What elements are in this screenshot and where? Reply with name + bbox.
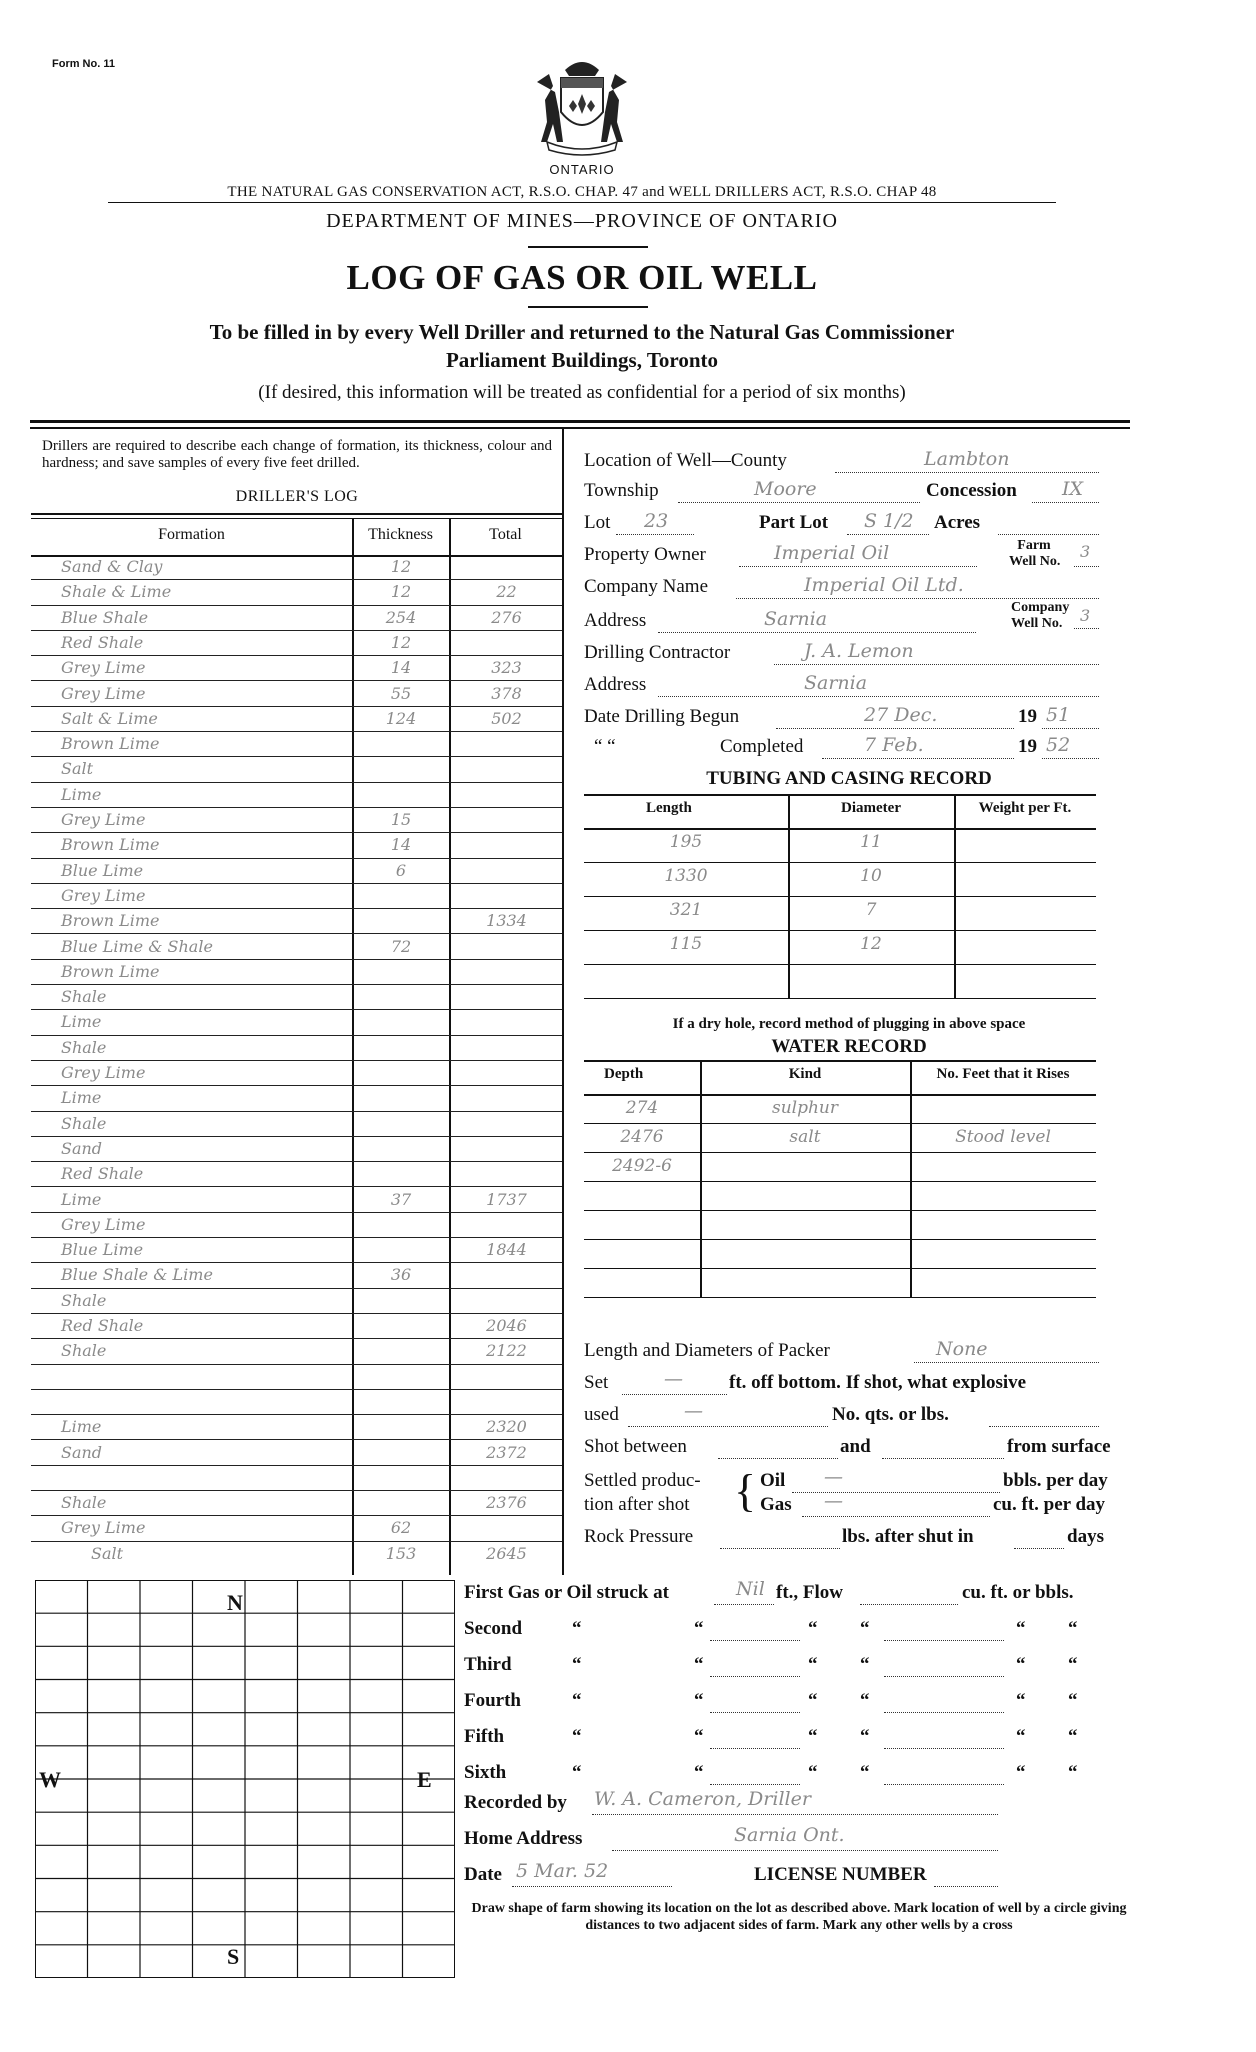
strike-row xyxy=(464,1690,1134,1720)
log-row xyxy=(31,1516,562,1541)
log-row xyxy=(31,935,562,960)
ditto-mark: “ xyxy=(808,1654,818,1675)
ditto-mark: “ xyxy=(1016,1726,1026,1747)
owner-label: Property Owner xyxy=(584,544,706,565)
water-table xyxy=(584,1060,1096,1297)
log-formation[interactable]: Shale xyxy=(61,987,107,1007)
strike-label: Fourth xyxy=(464,1690,521,1711)
log-row xyxy=(31,1010,562,1035)
company-well-value[interactable]: 3 xyxy=(1080,606,1091,625)
strike-row xyxy=(464,1654,1134,1684)
drillers-note: Drillers are required to describe each change of formation, its thickness, colour and hardness; and save samples of every five feet drilled. xyxy=(42,438,552,471)
log-row xyxy=(31,783,562,808)
farm-well-label: Well No. xyxy=(1009,554,1061,569)
ft-flow-label: ft., Flow xyxy=(776,1582,844,1603)
water-title: WATER RECORD xyxy=(771,1036,927,1057)
log-formation[interactable]: Brown Lime xyxy=(61,961,160,981)
log-total-thickness[interactable]: 153 xyxy=(385,1543,417,1563)
completed-label: Completed xyxy=(720,736,804,757)
from-surface-label: from surface xyxy=(1007,1436,1111,1457)
water-col-depth: Depth xyxy=(604,1066,644,1082)
log-total[interactable]: 502 xyxy=(491,708,522,728)
and-label: and xyxy=(840,1436,871,1457)
recorded-by-label: Recorded by xyxy=(464,1792,567,1813)
compass-north: N xyxy=(227,1590,243,1615)
water-rises[interactable]: Stood level xyxy=(955,1127,1051,1147)
log-row xyxy=(31,1263,562,1288)
county-value[interactable]: Lambton xyxy=(924,448,1010,470)
strike-blank[interactable] xyxy=(884,1784,1004,1785)
log-row xyxy=(31,1365,562,1390)
date-begun-year[interactable]: 51 xyxy=(1046,704,1071,726)
log-row xyxy=(31,631,562,656)
ditto-mark: “ xyxy=(1016,1654,1026,1675)
company-well-top: Company xyxy=(1011,600,1070,615)
confidential-note: (If desired, this information will be treated as confidential for a period of six months) xyxy=(258,382,906,403)
log-row xyxy=(31,1112,562,1137)
form-number: Form No. 11 xyxy=(52,58,115,70)
act-line: THE NATURAL GAS CONSERVATION ACT, R.S.O. CHAP. 47 and WELL DRILLERS ACT, R.S.O. CHAP 48 xyxy=(108,184,1056,203)
drillers-log-table xyxy=(31,513,562,1575)
log-total-total[interactable]: 2645 xyxy=(486,1543,527,1563)
log-formation[interactable]: Grey Lime xyxy=(61,683,146,703)
used-suffix: No. qts. or lbs. xyxy=(832,1404,949,1425)
used-value[interactable]: — xyxy=(684,1400,703,1422)
log-formation[interactable]: Shale & Lime xyxy=(61,582,172,602)
log-formation[interactable]: Lime xyxy=(61,1088,102,1108)
contractor-value[interactable]: J. A. Lemon xyxy=(804,640,914,662)
owner-value[interactable]: Imperial Oil xyxy=(774,542,890,564)
address-value[interactable]: Sarnia xyxy=(764,608,828,630)
log-formation[interactable]: Sand & Clay xyxy=(61,557,163,576)
ditto-mark: “ xyxy=(1068,1618,1078,1639)
date-begun-label: Date Drilling Begun xyxy=(584,706,740,727)
tubing-col-length: Length xyxy=(646,800,692,816)
log-row xyxy=(31,1415,562,1440)
water-depth[interactable]: 2492-6 xyxy=(612,1156,672,1176)
log-formation[interactable]: Lime xyxy=(61,1189,102,1209)
oil-value[interactable]: — xyxy=(824,1466,843,1488)
ditto-mark: “ xyxy=(694,1654,704,1675)
log-formation[interactable]: Red Shale xyxy=(61,1316,144,1335)
log-row xyxy=(31,1466,562,1491)
log-row xyxy=(31,808,562,833)
ditto-mark: “ xyxy=(572,1618,582,1639)
dry-hole-note: If a dry hole, record method of plugging in above space xyxy=(672,1016,1026,1032)
concession-value[interactable]: IX xyxy=(1062,478,1084,500)
tubing-diameter[interactable]: 12 xyxy=(860,934,882,954)
set-label: Set xyxy=(584,1372,609,1393)
first-strike-label: First Gas or Oil struck at xyxy=(464,1582,669,1603)
location-section xyxy=(564,428,1134,1578)
home-address-label: Home Address xyxy=(464,1828,583,1849)
ditto-mark: “ xyxy=(694,1762,704,1783)
address2-value[interactable]: Sarnia xyxy=(804,672,868,694)
compass-south: S xyxy=(227,1944,240,1969)
home-address-value[interactable]: Sarnia Ont. xyxy=(734,1824,845,1846)
log-row xyxy=(31,1137,562,1162)
ditto-mark: “ xyxy=(808,1762,818,1783)
log-formation[interactable]: Red Shale xyxy=(61,632,144,652)
log-total[interactable]: 378 xyxy=(491,683,522,703)
log-row xyxy=(31,1314,562,1339)
log-row xyxy=(31,757,562,782)
col-thickness: Thickness xyxy=(368,526,433,543)
date-begun-year-prefix: 19 xyxy=(1018,706,1037,727)
log-row xyxy=(31,884,562,909)
log-row xyxy=(31,1086,562,1111)
tubing-length[interactable]: 115 xyxy=(669,934,703,954)
ditto-mark: “ xyxy=(572,1690,582,1711)
company-value[interactable]: Imperial Oil Ltd. xyxy=(804,574,964,596)
log-total[interactable]: 1334 xyxy=(486,911,527,931)
log-formation[interactable]: Lime xyxy=(61,1417,102,1437)
ditto-mark: “ xyxy=(572,1762,582,1783)
strike-blank[interactable] xyxy=(710,1640,800,1641)
water-col-rises: No. Feet that it Rises xyxy=(936,1066,1070,1082)
log-thickness[interactable]: 72 xyxy=(390,936,412,956)
subtitle-1: To be filled in by every Well Driller and returned to the Natural Gas Commissioner xyxy=(209,320,955,344)
log-total-formation[interactable]: Salt xyxy=(91,1543,124,1563)
draw-note: Draw shape of farm showing its location on the lot as described above. Mark location of well by a circle giving distances to two adjacent sides of farm. Mark any other wells by a cross xyxy=(471,1901,1127,1933)
ditto-mark: “ xyxy=(860,1726,870,1747)
township-label: Township xyxy=(584,480,659,501)
log-row xyxy=(31,1061,562,1086)
ditto-mark: “ xyxy=(860,1654,870,1675)
log-formation[interactable]: Lime xyxy=(61,1012,102,1032)
units-label: cu. ft. or bbls. xyxy=(962,1582,1074,1603)
log-row xyxy=(31,1339,562,1364)
farm-location-grid[interactable] xyxy=(35,1580,455,1978)
tubing-diameter[interactable]: 7 xyxy=(865,900,877,920)
ditto-mark: “ xyxy=(694,1726,704,1747)
log-row xyxy=(31,1162,562,1187)
log-thickness[interactable]: 12 xyxy=(390,632,412,652)
log-formation[interactable]: Blue Shale & Lime xyxy=(61,1265,213,1285)
tubing-length[interactable]: 321 xyxy=(669,900,703,920)
log-total[interactable]: 2320 xyxy=(486,1417,527,1437)
log-formation[interactable]: Salt & Lime xyxy=(61,708,158,728)
log-total[interactable]: 2046 xyxy=(486,1316,527,1335)
ditto-mark: “ xyxy=(1016,1618,1026,1639)
log-row xyxy=(31,909,562,934)
log-row xyxy=(31,656,562,681)
department-line: DEPARTMENT OF MINES—PROVINCE OF ONTARIO xyxy=(326,210,838,232)
recorded-section xyxy=(464,1788,1134,1908)
log-formation[interactable]: Sand xyxy=(61,1442,103,1462)
tubing-title: TUBING AND CASING RECORD xyxy=(706,768,992,789)
log-thickness[interactable]: 15 xyxy=(390,810,412,829)
strike-blank[interactable] xyxy=(710,1712,800,1713)
tubing-length[interactable]: 195 xyxy=(669,832,703,852)
ditto-mark: “ xyxy=(572,1654,582,1675)
ditto-mark: “ xyxy=(808,1690,818,1711)
water-kind[interactable]: salt xyxy=(789,1127,821,1147)
col-total: Total xyxy=(489,526,522,543)
settled-label-1: Settled produc- xyxy=(584,1470,701,1491)
strike-blank[interactable] xyxy=(884,1748,1004,1749)
log-thickness[interactable]: 14 xyxy=(390,835,412,855)
log-total[interactable]: 22 xyxy=(496,582,517,602)
ditto-mark: “ xyxy=(1068,1762,1078,1783)
log-formation[interactable]: Red Shale xyxy=(61,1164,144,1184)
compass-east: E xyxy=(417,1767,432,1792)
ditto-mark: “ xyxy=(1068,1654,1078,1675)
divider xyxy=(528,246,648,248)
farm-well-value[interactable]: 3 xyxy=(1080,542,1091,561)
strike-blank[interactable] xyxy=(884,1712,1004,1713)
log-row xyxy=(31,1188,562,1213)
packer-label: Length and Diameters of Packer xyxy=(584,1340,830,1361)
strike-blank[interactable] xyxy=(710,1676,800,1677)
township-value[interactable]: Moore xyxy=(754,478,817,500)
log-row xyxy=(31,960,562,985)
set-suffix: ft. off bottom. If shot, what explosive xyxy=(729,1372,1027,1393)
tubing-diameter[interactable]: 10 xyxy=(860,866,882,886)
acres-label: Acres xyxy=(934,512,981,533)
shot-label: Shot between xyxy=(584,1436,687,1457)
strike-row xyxy=(464,1726,1134,1756)
rock-pressure-label: Rock Pressure xyxy=(584,1526,694,1547)
log-formation[interactable]: Blue Lime xyxy=(61,1240,144,1260)
company-well-label: Well No. xyxy=(1011,616,1063,631)
log-thickness[interactable]: 254 xyxy=(385,607,417,627)
lot-label: Lot xyxy=(584,512,611,533)
log-row xyxy=(31,580,562,605)
water-col-kind: Kind xyxy=(788,1066,822,1082)
company-label: Company Name xyxy=(584,576,709,597)
part-lot-label: Part Lot xyxy=(759,512,829,533)
log-formation[interactable]: Grey Lime xyxy=(61,1518,146,1538)
log-total[interactable]: 2372 xyxy=(486,1442,527,1462)
log-thickness[interactable]: 12 xyxy=(390,557,412,576)
tubing-col-diameter: Diameter xyxy=(841,800,901,816)
drillers-log-title: DRILLER'S LOG xyxy=(235,488,359,505)
used-label: used xyxy=(584,1404,619,1425)
log-formation[interactable]: Brown Lime xyxy=(61,911,160,931)
log-thickness[interactable]: 62 xyxy=(390,1518,412,1538)
log-thickness[interactable]: 36 xyxy=(390,1265,412,1285)
oil-label: Oil xyxy=(760,1470,786,1491)
water-depth[interactable]: 2476 xyxy=(620,1127,664,1147)
county-label: Location of Well—County xyxy=(584,450,787,471)
strike-blank[interactable] xyxy=(710,1748,800,1749)
part-lot-value[interactable]: S 1/2 xyxy=(864,510,914,532)
ditto-mark: “ xyxy=(694,1618,704,1639)
strike-blank[interactable] xyxy=(710,1784,800,1785)
log-formation[interactable]: Shale xyxy=(61,1113,107,1133)
log-row xyxy=(31,833,562,858)
log-formation[interactable]: Grey Lime xyxy=(61,658,146,678)
set-value[interactable]: — xyxy=(664,1368,683,1390)
log-formation[interactable]: Lime xyxy=(61,784,102,804)
oil-suffix: bbls. per day xyxy=(1003,1470,1108,1491)
log-formation[interactable]: Grey Lime xyxy=(61,1063,146,1082)
log-formation[interactable]: Shale xyxy=(61,1493,107,1513)
log-formation[interactable]: Grey Lime xyxy=(61,1214,146,1234)
log-formation[interactable]: Blue Lime & Shale xyxy=(61,936,213,956)
tubing-diameter[interactable]: 11 xyxy=(860,832,882,852)
gas-label: Gas xyxy=(760,1494,792,1515)
log-formation[interactable]: Grey Lime xyxy=(61,885,146,905)
ditto-mark: “ xyxy=(860,1618,870,1639)
log-formation[interactable]: Blue Lime xyxy=(61,860,144,880)
strike-blank[interactable] xyxy=(884,1676,1004,1677)
col-formation: Formation xyxy=(158,526,225,543)
packer-value[interactable]: None xyxy=(936,1338,988,1360)
ontario-crest xyxy=(527,52,637,160)
log-formation[interactable]: Grey Lime xyxy=(61,810,146,829)
date-begun-value[interactable]: 27 Dec. xyxy=(864,704,938,726)
completed-year-prefix: 19 xyxy=(1018,736,1037,757)
log-thickness[interactable]: 124 xyxy=(385,708,417,728)
strike-blank[interactable] xyxy=(884,1640,1004,1641)
ditto-mark: “ xyxy=(572,1726,582,1747)
log-thickness[interactable]: 55 xyxy=(390,683,412,703)
subtitle-2: Parliament Buildings, Toronto xyxy=(445,348,719,372)
brace: { xyxy=(734,1465,757,1516)
log-row xyxy=(31,1441,562,1466)
completed-value[interactable]: 7 Feb. xyxy=(864,734,924,756)
log-total-row xyxy=(31,1542,562,1582)
log-formation[interactable]: Brown Lime xyxy=(61,734,160,754)
log-total[interactable]: 323 xyxy=(491,658,522,678)
log-total[interactable]: 2376 xyxy=(486,1493,527,1513)
tubing-length[interactable]: 1330 xyxy=(664,866,708,886)
gas-value[interactable]: — xyxy=(824,1490,843,1512)
log-formation[interactable]: Shale xyxy=(61,1341,107,1361)
log-total[interactable]: 276 xyxy=(491,607,522,627)
log-row xyxy=(31,682,562,707)
log-formation[interactable]: Salt xyxy=(61,759,94,779)
log-row xyxy=(31,555,562,580)
log-row xyxy=(31,707,562,732)
strike-row xyxy=(464,1618,1134,1648)
ditto-mark: “ xyxy=(694,1690,704,1711)
log-row xyxy=(31,1491,562,1516)
strike-label: Third xyxy=(464,1654,512,1675)
contractor-label: Drilling Contractor xyxy=(584,642,731,663)
ditto-mark: “ xyxy=(860,1690,870,1711)
gas-suffix: cu. ft. per day xyxy=(993,1494,1106,1515)
log-total[interactable]: 2122 xyxy=(486,1341,527,1361)
water-depth[interactable]: 274 xyxy=(625,1098,659,1118)
strike-label: Second xyxy=(464,1618,523,1639)
strike-label: Sixth xyxy=(464,1762,507,1783)
page-title: LOG OF GAS OR OIL WELL xyxy=(346,258,818,297)
first-strike-value[interactable]: Nil xyxy=(736,1578,765,1600)
log-thickness[interactable]: 12 xyxy=(390,582,412,602)
log-thickness[interactable]: 37 xyxy=(390,1189,412,1209)
farm-label: Farm xyxy=(1017,538,1051,553)
log-row xyxy=(31,606,562,631)
log-formation[interactable]: Sand xyxy=(61,1138,103,1158)
water-kind[interactable]: sulphur xyxy=(771,1098,839,1118)
log-formation[interactable]: Brown Lime xyxy=(61,835,160,855)
log-row xyxy=(31,859,562,884)
log-total[interactable]: 1737 xyxy=(486,1189,527,1209)
compass-west: W xyxy=(39,1767,61,1792)
date-label: Date xyxy=(464,1864,502,1885)
address-label: Address xyxy=(584,610,647,631)
completed-ditto: “ “ xyxy=(594,736,616,757)
log-row xyxy=(31,1036,562,1061)
rock-mid-label: lbs. after shut in xyxy=(842,1526,974,1547)
log-row xyxy=(31,732,562,757)
ditto-mark: “ xyxy=(1068,1690,1078,1711)
ditto-mark: “ xyxy=(860,1762,870,1783)
log-row xyxy=(31,1289,562,1314)
settled-label-2: tion after shot xyxy=(584,1494,690,1515)
log-row xyxy=(31,1213,562,1238)
ditto-mark: “ xyxy=(808,1618,818,1639)
log-row xyxy=(31,1238,562,1263)
ditto-mark: “ xyxy=(1068,1726,1078,1747)
rock-suffix: days xyxy=(1067,1526,1104,1547)
log-thickness[interactable]: 14 xyxy=(390,658,412,678)
divider xyxy=(528,306,648,308)
recorded-by-value[interactable]: W. A. Cameron, Driller xyxy=(594,1788,811,1810)
completed-year[interactable]: 52 xyxy=(1046,734,1071,756)
ditto-mark: “ xyxy=(808,1726,818,1747)
concession-label: Concession xyxy=(926,480,1017,501)
log-formation[interactable]: Shale xyxy=(61,1290,107,1310)
date-value[interactable]: 5 Mar. 52 xyxy=(516,1860,609,1882)
log-thickness[interactable]: 6 xyxy=(395,860,407,880)
tubing-col-weight: Weight per Ft. xyxy=(978,800,1072,816)
strike-label: Fifth xyxy=(464,1726,505,1747)
rule xyxy=(30,420,1130,423)
crest-label: ONTARIO xyxy=(549,162,615,177)
log-formation[interactable]: Shale xyxy=(61,1037,107,1057)
ditto-mark: “ xyxy=(1016,1690,1026,1711)
log-formation[interactable]: Blue Shale xyxy=(61,607,149,627)
log-total[interactable]: 1844 xyxy=(486,1240,527,1260)
address2-label: Address xyxy=(584,674,647,695)
license-label: LICENSE NUMBER xyxy=(754,1864,927,1885)
ditto-mark: “ xyxy=(1016,1762,1026,1783)
lot-value[interactable]: 23 xyxy=(644,510,669,532)
log-row xyxy=(31,985,562,1010)
tubing-table xyxy=(584,794,1096,998)
log-row xyxy=(31,1390,562,1415)
